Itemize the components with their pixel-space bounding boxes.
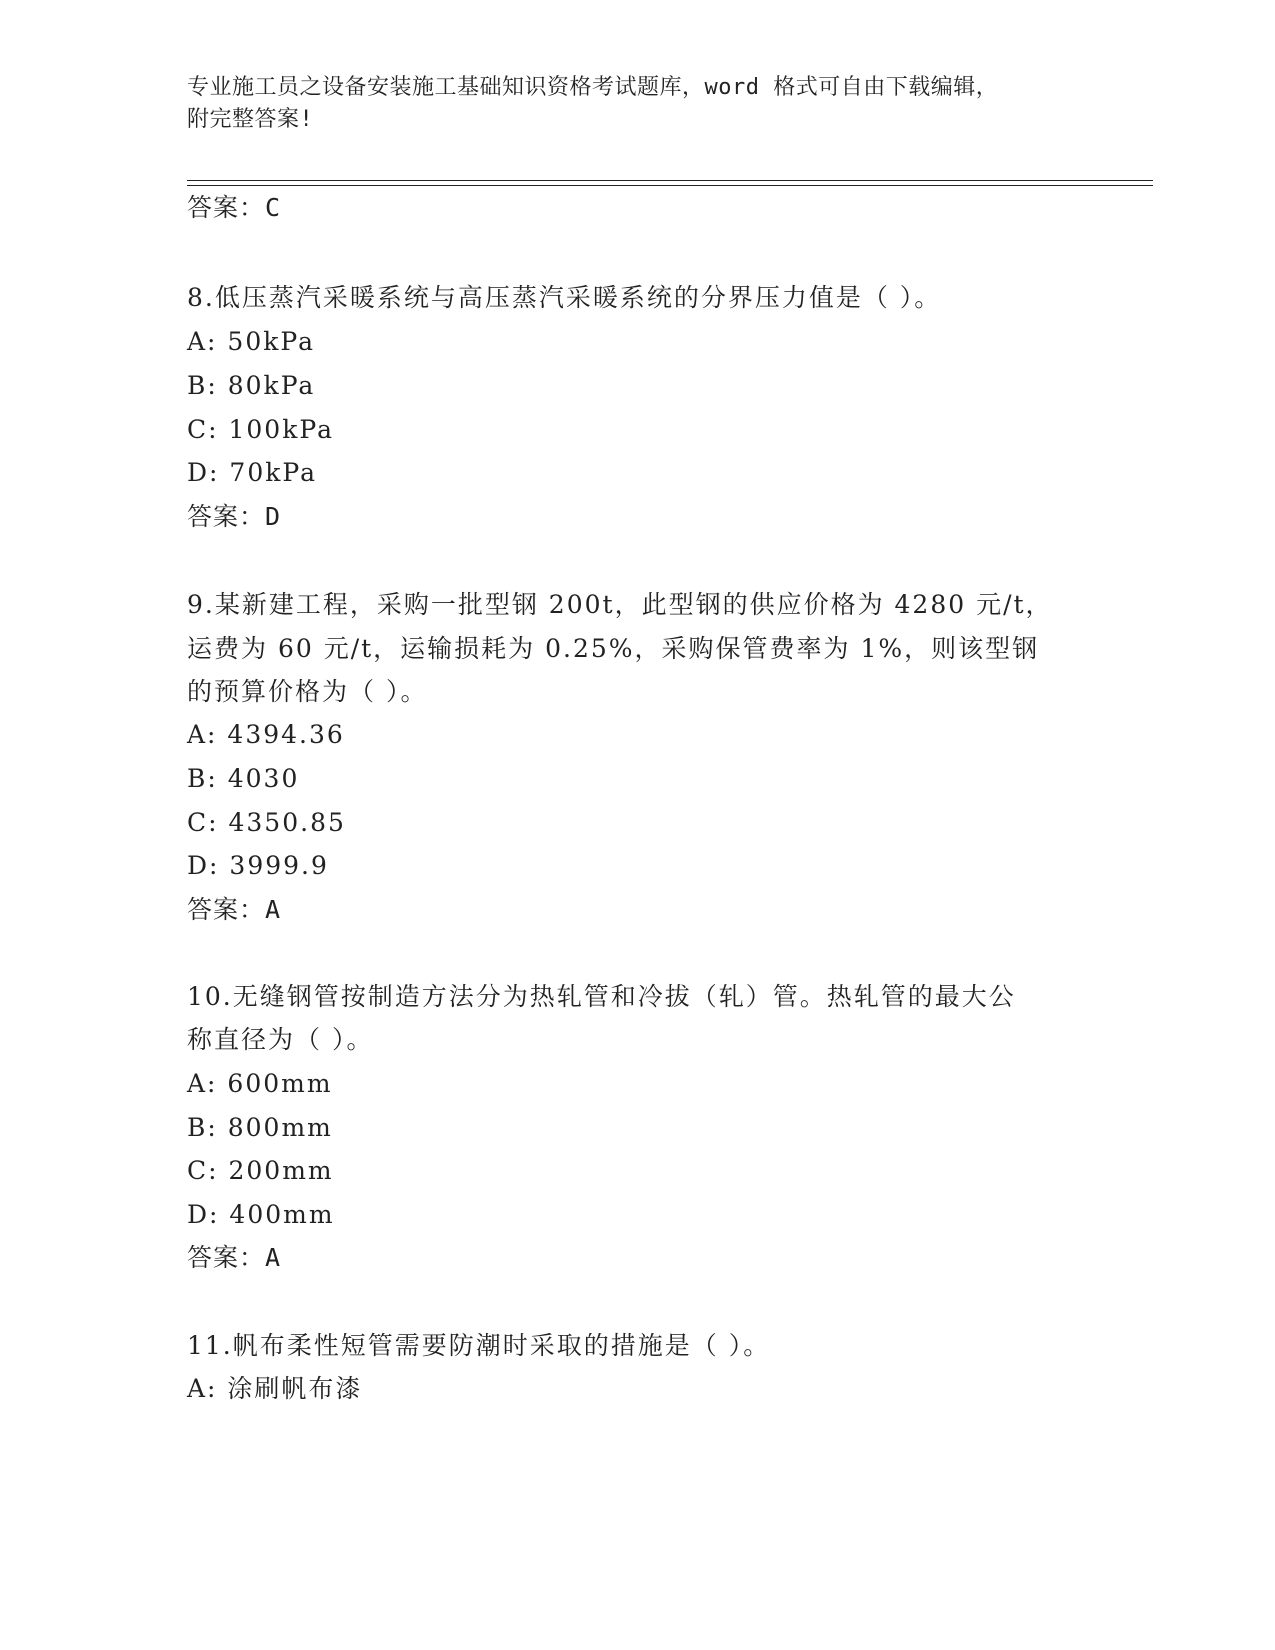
question-10-option-a: A: 600mm — [187, 1069, 333, 1098]
question-11-stem: 11.帆布柔性短管需要防潮时采取的措施是（ ）。 — [187, 1331, 771, 1360]
question-9-option-a: A: 4394.36 — [187, 720, 345, 749]
header-divider-top — [187, 180, 1153, 181]
question-9-option-c: C: 4350.85 — [187, 808, 346, 837]
question-9-option-b: B: 4030 — [187, 764, 300, 793]
question-9-stem-line-2: 运费为 60 元/t，运输损耗为 0.25%，采购保管费率为 1%，则该型钢 — [187, 634, 1040, 663]
question-9-stem-line-3: 的预算价格为（ ）。 — [187, 677, 428, 706]
answer-label: 答案：C — [187, 193, 282, 222]
question-8-answer: 答案：D — [187, 502, 282, 531]
question-9-answer: 答案：A — [187, 895, 282, 924]
header-divider-bottom — [187, 185, 1153, 186]
question-8-option-d: D: 70kPa — [187, 458, 317, 487]
question-11-option-a: A: 涂刷帆布漆 — [187, 1374, 363, 1403]
header-line-1: 专业施工员之设备安装施工基础知识资格考试题库，word 格式可自由下载编辑， — [187, 75, 999, 100]
question-8-option-a: A: 50kPa — [187, 327, 315, 356]
question-10-answer: 答案：A — [187, 1243, 282, 1272]
question-10-stem-line-2: 称直径为（ ）。 — [187, 1025, 374, 1054]
question-8-stem: 8.低压蒸汽采暖系统与高压蒸汽采暖系统的分界压力值是（ ）。 — [187, 283, 942, 312]
question-10-option-d: D: 400mm — [187, 1200, 335, 1229]
question-8-option-b: B: 80kPa — [187, 371, 316, 400]
header-line-2: 附完整答案! — [187, 107, 314, 132]
question-9-option-d: D: 3999.9 — [187, 851, 329, 880]
question-10-option-c: C: 200mm — [187, 1156, 334, 1185]
question-10-stem-line-1: 10.无缝钢管按制造方法分为热轧管和冷拔（轧）管。热轧管的最大公 — [187, 982, 1016, 1011]
question-9-stem-line-1: 9.某新建工程，采购一批型钢 200t，此型钢的供应价格为 4280 元/t， — [187, 590, 1053, 619]
document-header — [187, 72, 1087, 136]
question-10-option-b: B: 800mm — [187, 1113, 333, 1142]
question-8-option-c: C: 100kPa — [187, 415, 334, 444]
